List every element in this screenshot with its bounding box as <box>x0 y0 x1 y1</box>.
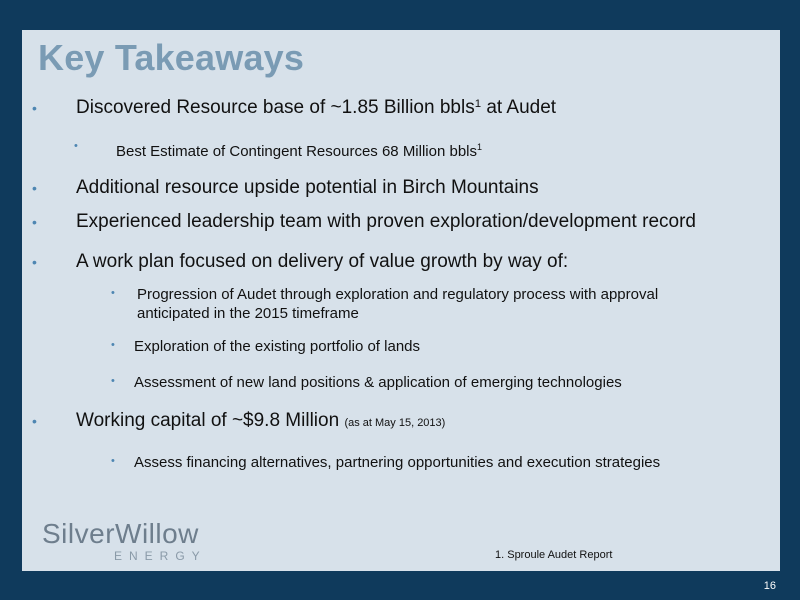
bullet-dot-icon: • <box>111 287 115 299</box>
bullet-text-line2: anticipated in the 2015 timeframe <box>137 305 359 322</box>
bullet-text: Discovered Resource base of ~1.85 Billion bbls <box>76 97 475 118</box>
bullet-text: Experienced leadership team with proven exploration/development record <box>76 211 696 232</box>
bullet-dot-icon: • <box>32 254 37 270</box>
bullet-text: Best Estimate of Contingent Resources 68 Million bbls <box>116 143 478 160</box>
bullet-dot-icon: • <box>111 375 115 387</box>
logo-wordmark <box>42 520 207 548</box>
logo-word-willow: Willow <box>115 518 199 549</box>
bullet-text: Additional resource upside potential in Birch Mountains <box>76 177 539 198</box>
bullet-text-line1: Progression of Audet through exploration and regulatory process with approval <box>137 286 659 303</box>
bullet-text: Working capital of ~$9.8 Million <box>76 410 340 431</box>
bullet-dot-icon: • <box>111 339 115 351</box>
footnote-ref: 1 <box>474 98 482 110</box>
logo-subtitle: ENERGY <box>114 549 207 563</box>
bullet-dot-icon: • <box>32 100 37 116</box>
bullet-dot-icon: • <box>32 214 37 230</box>
bullet-text: Exploration of the existing portfolio of lands <box>134 338 421 355</box>
bullet-text-tail: at Audet <box>481 97 557 118</box>
page-number: 16 <box>763 580 776 592</box>
bullet-dot-icon: • <box>32 180 37 196</box>
company-logo <box>42 520 207 563</box>
bullet-text: Assessment of new land positions & application of emerging technologies <box>134 374 622 391</box>
bullet-date-note: (as at May 15, 2013) <box>344 417 446 429</box>
bullet-dot-icon: • <box>74 140 78 152</box>
footnote-ref: 1 <box>477 142 483 152</box>
slide-panel <box>22 30 780 571</box>
slide-title: Key Takeaways <box>38 37 305 78</box>
bullet-text: A work plan focused on delivery of value growth by way of: <box>76 251 569 272</box>
bullet-dot-icon: • <box>32 413 37 429</box>
footnote: 1. Sproule Audet Report <box>495 549 613 561</box>
bullet-dot-icon: • <box>111 455 115 467</box>
bullet-text: Assess financing alternatives, partnering opportunities and execution strategies <box>134 454 661 471</box>
logo-word-silver: Silver <box>42 518 116 549</box>
